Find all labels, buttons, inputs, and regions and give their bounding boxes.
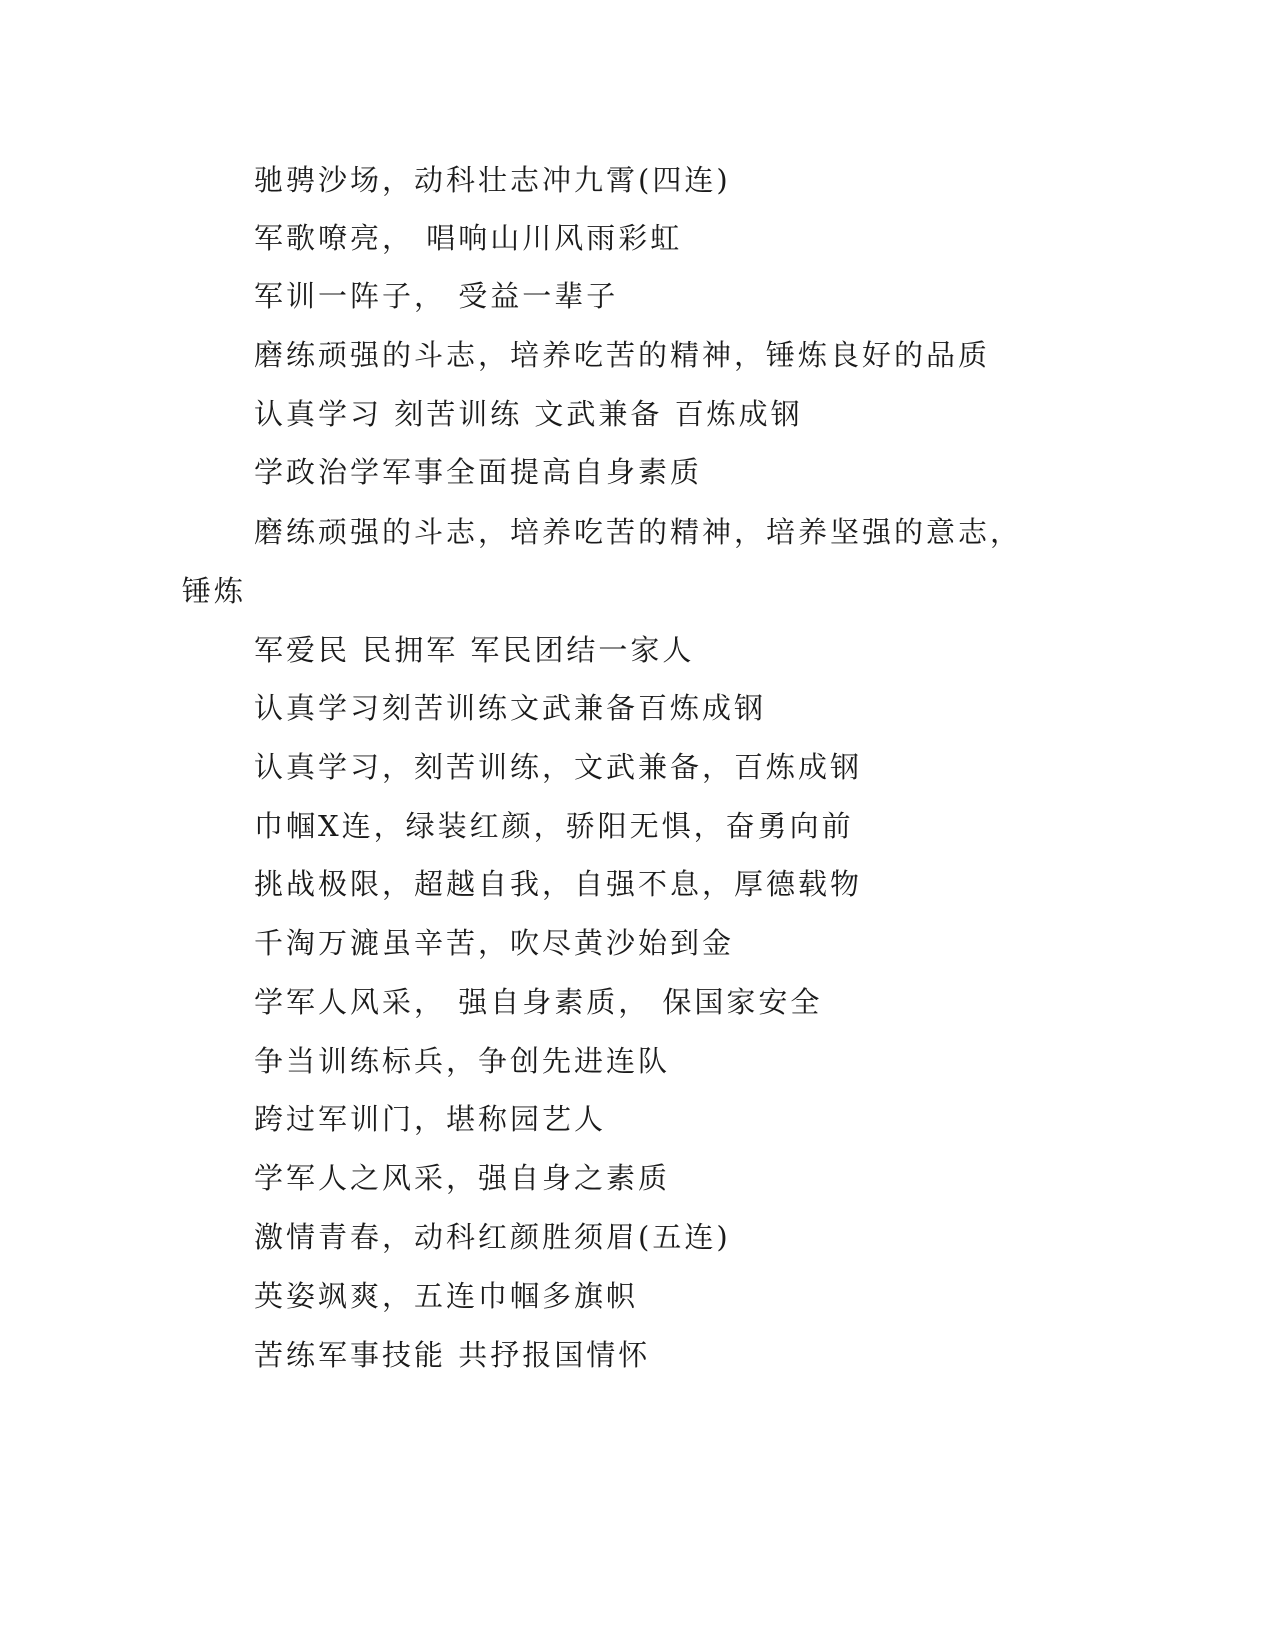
slogan-line: 军歌嘹亮， 唱响山川风雨彩虹 xyxy=(254,221,683,255)
slogan-line: 苦练军事技能 共抒报国情怀 xyxy=(254,1338,651,1372)
slogan-line: 激情青春，动科红颜胜须眉(五连) xyxy=(254,1220,731,1254)
slogan-line: 挑战极限，超越自我，自强不息，厚德载物 xyxy=(254,867,863,901)
slogan-line: 认真学习，刻苦训练，文武兼备，百炼成钢 xyxy=(254,750,863,784)
slogan-line: 认真学习 刻苦训练 文武兼备 百炼成钢 xyxy=(254,397,803,431)
slogan-line: 学军人之风采，强自身之素质 xyxy=(254,1161,671,1195)
slogan-line: 学政治学军事全面提高自身素质 xyxy=(254,455,703,489)
slogan-line: 驰骋沙场，动科壮志冲九霄(四连) xyxy=(254,163,731,197)
slogan-line: 争当训练标兵，争创先进连队 xyxy=(254,1044,671,1078)
slogan-line: 学军人风采， 强自身素质， 保国家安全 xyxy=(254,985,823,1019)
slogan-line: 跨过军训门，堪称园艺人 xyxy=(254,1102,607,1136)
slogan-line: 认真学习刻苦训练文武兼备百炼成钢 xyxy=(254,691,767,725)
slogan-line: 军爱民 民拥军 军民团结一家人 xyxy=(254,633,695,667)
slogan-line: 磨练顽强的斗志，培养吃苦的精神，锤炼良好的品质 xyxy=(254,338,991,372)
slogan-line-continuation: 锤炼 xyxy=(182,574,247,608)
slogan-line: 磨练顽强的斗志，培养吃苦的精神，培养坚强的意志， xyxy=(254,515,1023,549)
slogan-line: 英姿飒爽，五连巾帼多旗帜 xyxy=(254,1279,639,1313)
slogan-line: 军训一阵子， 受益一辈子 xyxy=(254,279,619,313)
slogan-line: 千淘万漉虽辛苦，吹尽黄沙始到金 xyxy=(254,926,735,960)
slogan-line: 巾帼X连，绿装红颜，骄阳无惧，奋勇向前 xyxy=(254,809,854,843)
